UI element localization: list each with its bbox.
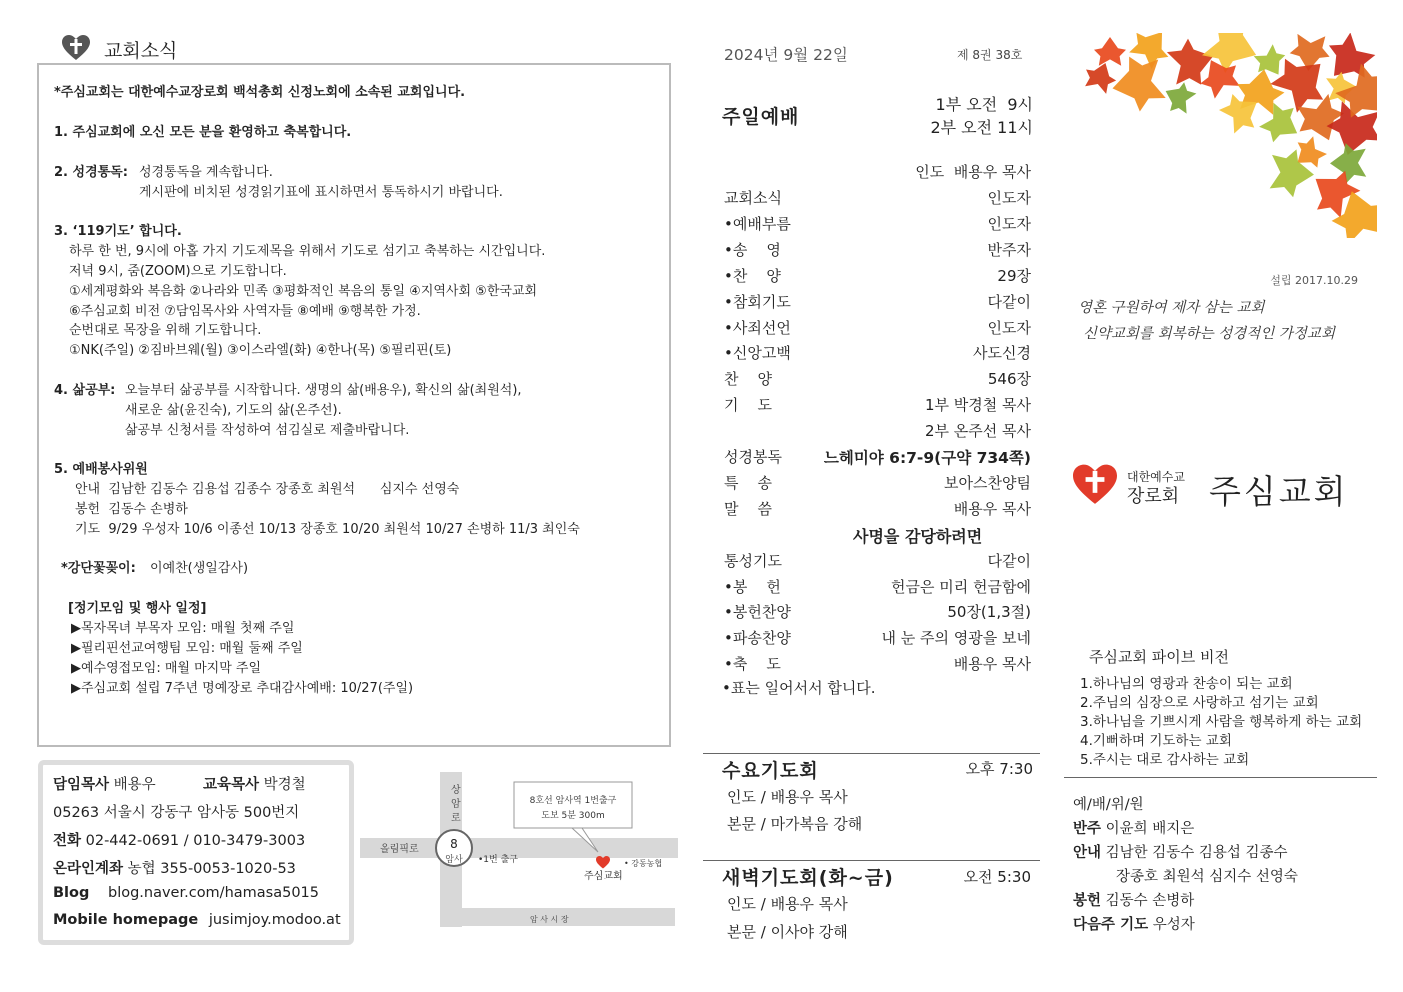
map-road-v-label [451, 783, 461, 824]
accomp-label: 반주 [1073, 821, 1102, 837]
slogan-1: 영혼 구원하여 제자 삼는 교회 [1078, 300, 1265, 316]
meeting-item: ▶예수영접모임: 매월 마지막 주일 [71, 661, 262, 676]
contact-box [38, 760, 354, 945]
order-value: 2부 온주선 목사 [924, 422, 1031, 440]
meeting-item: ▶목자목녀 부목자 모임: 매월 첫째 주일 [71, 621, 295, 636]
usher-label: 안내 [1073, 845, 1102, 861]
map-road-h-label: 올림픽로 [380, 844, 419, 855]
news-item-2-line: 게시판에 비치된 성경읽기표에 표시하면서 통독하시기 바랍니다. [139, 185, 503, 200]
order-value: 배용우 목사 [953, 655, 1031, 673]
logo-denomination: 대한예수교 [1127, 470, 1185, 484]
order-value: 인도자 [987, 319, 1031, 337]
news-item-5-line: 봉헌 김동수 손병하 [75, 502, 188, 517]
order-label: 찬 양 [724, 370, 773, 388]
order-label: 특 송 [724, 474, 773, 492]
news-item-3-line: 순번대로 목장을 위해 기도합니다. [69, 323, 262, 338]
news-item-5-line: 기도 9/29 우성자 10/6 이종선 10/13 장종호 10/20 최원석 10/27 손병하 11/3 최인숙 [75, 522, 580, 537]
order-label: •송 영 [724, 241, 781, 259]
order-label: •봉 헌 [724, 578, 781, 596]
flower-value: 이예찬(생일감사) [150, 561, 249, 576]
news-item-5-line: 안내 김남한 김동수 김용섭 김종수 장종호 최원석 심지수 선영숙 [75, 482, 460, 497]
address: 05263 서울시 강동구 암사동 500번지 [53, 805, 300, 821]
phone: 02-442-0691 / 010-3479-3003 [85, 833, 306, 849]
map-market-label: 암 사 시 장 [530, 915, 569, 924]
account: 농협 355-0053-1020-53 [127, 861, 296, 877]
news-intro: *주심교회는 대한예수교장로회 백석총회 신정노회에 소속된 교회입니다. [54, 85, 466, 100]
order-label: •봉헌찬양 [724, 603, 791, 621]
map-church-label: 주심교회 [584, 871, 623, 882]
autumn-leaves-image [1080, 33, 1377, 238]
station-exit: •1번 출구 [478, 855, 518, 865]
standing-note: •표는 일어서서 합니다. [722, 679, 876, 697]
flower-head: *강단꽃꽂이: [61, 561, 136, 576]
committee-title: 예/배/위/원 [1073, 797, 1144, 813]
road-char: 상 [451, 785, 461, 796]
order-label: •예배부름 [724, 215, 791, 233]
vision-item: 2.주님의 심장으로 사랑하고 섬기는 교회 [1080, 695, 1319, 711]
map-bank-label: • 강동농협 [624, 859, 663, 868]
meeting-item: ▶필리핀선교여행팀 모임: 매월 둘째 주일 [71, 641, 303, 656]
news-item-3-head: 3. ‘119기도’ 합니다. [54, 224, 182, 239]
order-value: 다같이 [987, 552, 1031, 570]
usher-names-1: 김남한 김동수 김용섭 김종수 [1105, 845, 1288, 861]
order-value: 1부 박경철 목사 [924, 396, 1031, 414]
news-item-2-line: 성경통독을 계속합니다. [139, 165, 273, 180]
meetings-head: [정기모임 및 행사 일정] [68, 601, 207, 616]
news-item-4-line: 오늘부터 삶공부를 시작합니다. 생명의 삶(배용우), 확신의 삶(최원석), [125, 383, 522, 398]
bulletin-volume: 제 8권 38호 [957, 48, 1023, 62]
logo-church-name: 주심교회 [1209, 472, 1349, 511]
pastor-name: 배용우 [113, 777, 156, 793]
account-label: 온라인계좌 [53, 861, 124, 877]
wednesday-time: 오후 7:30 [965, 760, 1033, 778]
news-item-2-head: 2. 성경통독: [54, 165, 128, 180]
order-value: 배용우 목사 [953, 500, 1031, 518]
road-char: 로 [451, 813, 461, 824]
dawn-time: 오전 5:30 [963, 868, 1031, 886]
wednesday-text: 본문 / 마가복음 강해 [727, 815, 863, 833]
pastor-label: 담임목사 [53, 777, 110, 793]
news-item-1: 1. 주심교회에 오신 모든 분을 환영하고 축복합니다. [54, 125, 352, 140]
heart-cross-logo-icon [1073, 464, 1117, 506]
station-name: 암사 [445, 855, 463, 865]
logo-presbyterian: 장로회 [1127, 486, 1180, 507]
accomp-names: 이윤희 배지은 [1105, 821, 1195, 837]
usher-names-2: 장종호 최원석 심지수 선영숙 [1116, 869, 1298, 885]
next-prayer-label: 다음주 기도 [1073, 917, 1149, 933]
order-label: •파송찬양 [724, 629, 791, 647]
edu-pastor-label: 교육목사 [203, 777, 260, 793]
wednesday-title: 수요기도회 [722, 760, 819, 782]
order-label: •참회기도 [724, 293, 791, 311]
order-value: 느헤미야 6:7-9(구약 734쪽) [823, 449, 1031, 467]
vision-item: 5.주시는 대로 감사하는 교회 [1080, 752, 1250, 768]
order-label: •신앙고백 [724, 344, 791, 362]
vision-title: 주심교회 파이브 비전 [1089, 648, 1229, 666]
service-time-1: 1부 오전 9시 [935, 95, 1033, 114]
news-item-4-line: 삶공부 신청서를 작성하여 섬김실로 제출바랍니다. [125, 423, 410, 438]
vision-item: 1.하나님의 영광과 찬송이 되는 교회 [1080, 676, 1293, 692]
order-label: •사죄선언 [724, 319, 791, 337]
order-value: 반주자 [987, 241, 1031, 259]
news-item-3-line: 하루 한 번, 9시에 아홉 가지 기도제목을 위해서 기도로 섬기고 축복하는 시간입니다. [69, 244, 546, 259]
bulletin-date: 2024년 9월 22일 [724, 46, 848, 64]
heart-cross-icon [62, 35, 90, 61]
edu-pastor-name: 박경철 [263, 777, 306, 793]
order-value: 다같이 [987, 293, 1031, 311]
road-char: 암 [451, 799, 461, 810]
slogan-2: 신약교회를 회복하는 성경적인 가정교회 [1083, 326, 1335, 342]
order-label: 말 씀 [724, 500, 773, 518]
news-item-3-line: ①세계평화와 복음화 ②나라와 민족 ③평화적인 복음의 통일 ④지역사회 ⑤한국교회 [69, 284, 538, 299]
leaf-shape [1094, 37, 1126, 66]
wednesday-leader: 인도 / 배용우 목사 [727, 788, 848, 806]
news-box [37, 63, 671, 747]
station-number: 8 [450, 837, 458, 851]
phone-label: 전화 [53, 833, 82, 849]
mobile-link[interactable]: jusimjoy.modoo.at [208, 912, 341, 928]
order-value: 내 눈 주의 영광을 보네 [881, 629, 1031, 647]
order-value: 50장(1,3절) [947, 603, 1031, 621]
news-item-3-line: 저녁 9시, 줌(ZOOM)으로 기도합니다. [69, 264, 287, 279]
divider [703, 860, 1040, 861]
leaf-shape [1330, 143, 1367, 184]
news-item-4-head: 4. 삶공부: [54, 383, 116, 398]
order-value: 사명을 감당하려면 [853, 527, 983, 546]
offering-label: 봉헌 [1073, 893, 1102, 909]
news-header [62, 33, 362, 63]
map-callout-line1: 8호선 암사역 1번출구 [529, 796, 617, 806]
order-value: 인도자 [987, 215, 1031, 233]
map-callout-line2: 도보 5분 300m [541, 811, 605, 821]
founded-date: 설립 2017.10.29 [1270, 274, 1358, 287]
order-label: •축 도 [724, 655, 781, 673]
location-map [360, 772, 680, 932]
order-value: 헌금은 미리 헌금함에 [891, 578, 1031, 596]
dawn-text: 본문 / 이사야 강해 [727, 923, 848, 941]
divider [1064, 777, 1377, 778]
vision-item: 3.하나님을 기쁘시게 사람을 행복하게 하는 교회 [1080, 714, 1363, 730]
order-value: 보아스찬양팀 [944, 474, 1031, 492]
next-prayer-name: 우성자 [1152, 917, 1195, 933]
news-item-3-line: ①NK(주일) ②짐바브웨(월) ③이스라엘(화) ④한나(목) ⑤필리핀(토) [69, 343, 452, 358]
blog-label: Blog [53, 885, 90, 901]
order-label: •찬 양 [724, 267, 781, 285]
church-logo [1073, 462, 1373, 512]
divider [703, 753, 1040, 754]
order-label: 성경봉독 [724, 448, 782, 466]
mobile-label: Mobile homepage [53, 912, 199, 928]
vision-item: 4.기뻐하며 기도하는 교회 [1080, 733, 1232, 749]
service-time-2: 2부 오전 11시 [930, 118, 1033, 137]
news-item-4-line: 새로운 삶(윤진숙), 기도의 삶(온주선). [125, 403, 342, 418]
dawn-title: 새벽기도회(화~금) [722, 867, 894, 889]
meeting-item: ▶주심교회 설립 7주년 명예장로 추대감사예배: 10/27(주일) [71, 681, 414, 696]
order-value: 사도신경 [973, 344, 1031, 362]
order-value: 인도자 [987, 189, 1031, 207]
news-item-5-head: 5. 예배봉사위원 [54, 462, 148, 477]
order-value: 546장 [987, 370, 1031, 388]
dawn-leader: 인도 / 배용우 목사 [727, 895, 848, 913]
news-item-3-line: ⑥주심교회 비전 ⑦담임목사와 사역자들 ⑧예배 ⑨행복한 가정. [69, 304, 421, 319]
offering-names: 김동수 손병하 [1105, 893, 1195, 909]
blog-link[interactable]: blog.naver.com/hamasa5015 [107, 885, 319, 901]
order-label: 교회소식 [724, 189, 782, 207]
news-title: 교회소식 [104, 40, 178, 62]
service-leader: 인도 배용우 목사 [915, 163, 1031, 181]
order-value: 29장 [997, 267, 1031, 285]
order-label: 기 도 [724, 396, 773, 414]
sunday-service-title: 주일예배 [722, 106, 800, 128]
order-label: 통성기도 [724, 552, 782, 570]
